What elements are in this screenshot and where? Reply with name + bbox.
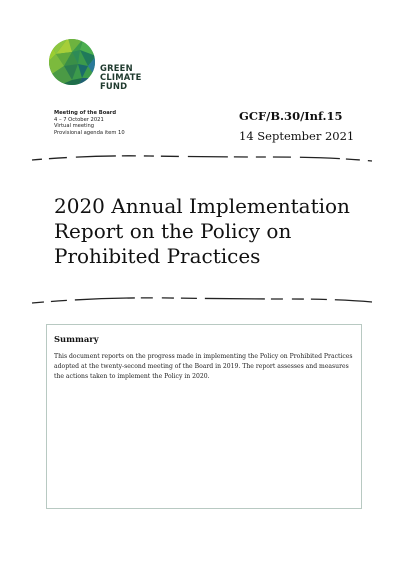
- meeting-title: Meeting of the Board: [54, 110, 117, 116]
- logo-text-fund: FUND: [100, 81, 128, 91]
- summary-box: [46, 324, 362, 509]
- document-date: 14 September 2021: [239, 129, 355, 143]
- document-reference: [239, 109, 379, 143]
- logo-text-green: GREEN: [100, 63, 133, 73]
- agenda-item: Provisional agenda item 10: [54, 129, 125, 136]
- bottom-wave-separator: [30, 294, 374, 306]
- meeting-dates: 4 – 7 October 2021: [54, 116, 104, 123]
- logo-wordmark: [100, 64, 160, 91]
- document-code: GCF/B.30/Inf.15: [239, 109, 343, 123]
- report-title: [54, 194, 374, 269]
- title-line-3: Prohibited Practices: [54, 244, 261, 268]
- gcf-logo: [48, 38, 148, 100]
- summary-heading: Summary: [54, 334, 99, 344]
- green-climate-fund-globe-icon: [48, 38, 96, 86]
- top-wave-separator: [30, 152, 374, 164]
- summary-body: This document reports on the progress made in implementing the Policy on Prohibited Practices adopted at the twenty-second meeting of the Board in 2019. The report assesses and measures the actions taken to implement the Policy in 2020.: [54, 353, 353, 381]
- meeting-type: Virtual meeting: [54, 123, 95, 130]
- title-line-2: Report on the Policy on: [54, 219, 292, 243]
- title-line-1: 2020 Annual Implementation: [54, 194, 350, 218]
- logo-text-climate: CLIMATE: [100, 72, 142, 82]
- meeting-info: [54, 110, 184, 136]
